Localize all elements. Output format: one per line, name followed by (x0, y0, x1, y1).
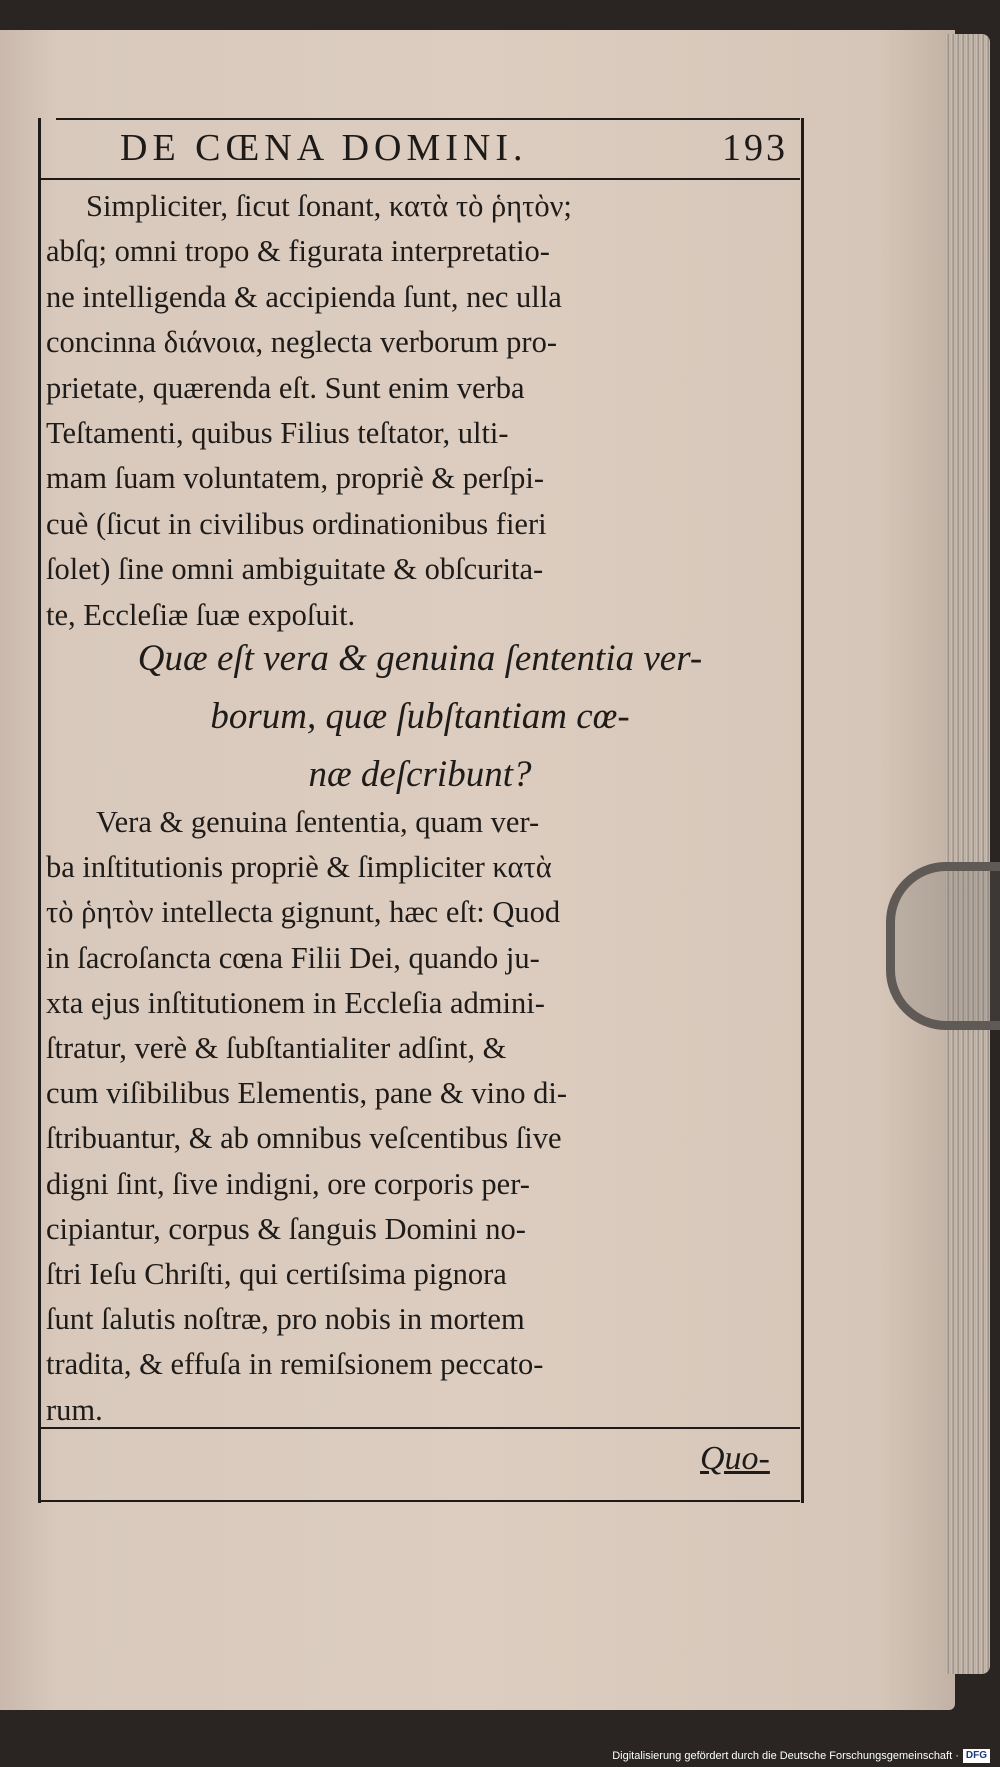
heading-line: næ deſcribunt? (308, 754, 532, 795)
paragraph-1 (46, 184, 794, 638)
text-line: tradita, & effuſa in remiſsionem peccato- (46, 1347, 544, 1382)
text-line: cipiantur, corpus & ſanguis Domini no- (46, 1211, 526, 1246)
text-line: ne intelligenda & accipienda ſunt, nec ulla (46, 279, 562, 314)
text-line: ſtri Ieſu Chriſti, qui certiſsima pignora (46, 1257, 507, 1292)
text-line: in ſacroſancta cœna Filii Dei, quando ju- (46, 940, 540, 975)
book-clip (886, 862, 1000, 1030)
running-header (120, 126, 796, 174)
page-edges (945, 34, 990, 1674)
heading-line: Quæ eſt vera & genuina ſententia ver- (137, 638, 703, 679)
text-line: cum viſibilibus Elementis, pane & vino di- (46, 1076, 567, 1111)
credit-text: Digitalisierung gefördert durch die Deutsche Forschungsgemeinschaft · (612, 1750, 959, 1762)
text-line: Vera & genuina ſententia, quam ver- (96, 805, 540, 839)
text-line: τὸ ῥητὸν intellecta gignunt, hæc eſt: Quod (46, 895, 561, 930)
text-line: Teſtamenti, quibus Filius teſtator, ulti- (46, 416, 509, 451)
text-line: prietate, quærenda eſt. Sunt enim verba (46, 370, 525, 405)
answer-paragraph (46, 800, 794, 1433)
running-title: DE CŒNA DOMINI. (120, 127, 528, 169)
text-line: concinna διάνοια, neglecta verborum pro- (46, 325, 557, 360)
text-line: rum. (46, 1392, 103, 1427)
text-line: ſunt ſalutis noſtræ, pro nobis in mortem (46, 1302, 525, 1337)
text-line: mam ſuam voluntatem, propriè & perſpi- (46, 461, 545, 496)
text-line: abſq; omni tropo & figurata interpretatio- (46, 234, 550, 269)
header-rule-bottom (38, 178, 800, 180)
header-rule-top (56, 118, 800, 120)
text-line: ſtribuantur, & ab omnibus veſcentibus ſive (46, 1121, 562, 1156)
footer-rule-bottom (38, 1500, 800, 1502)
text-line: xta ejus inſtitutionem in Eccleſia admini- (46, 985, 545, 1020)
text-line: ſolet) ſine omni ambiguitate & obſcurita- (46, 552, 544, 587)
text-line: ba inſtitutionis propriè & ſimpliciter κατὰ (46, 850, 552, 885)
catchword: Quo- (700, 1440, 770, 1477)
text-line: digni ſint, ſive indigni, ore corporis per- (46, 1166, 530, 1201)
text-line: Simpliciter, ſicut ſonant, κατὰ τὸ ῥητὸν; (86, 189, 572, 223)
text-line: cuè (ſicut in civilibus ordinationibus fieri (46, 506, 547, 541)
question-heading (46, 630, 794, 804)
heading-line: borum, quæ ſubſtantiam cœ- (210, 696, 630, 737)
digitization-credit (612, 1749, 990, 1763)
page-number: 193 (722, 127, 788, 169)
dfg-logo: DFG (963, 1749, 990, 1763)
text-line: te, Eccleſiæ ſuæ expoſuit. (46, 597, 356, 632)
text-line: ſtratur, verè & ſubſtantialiter adſint, & (46, 1031, 507, 1066)
